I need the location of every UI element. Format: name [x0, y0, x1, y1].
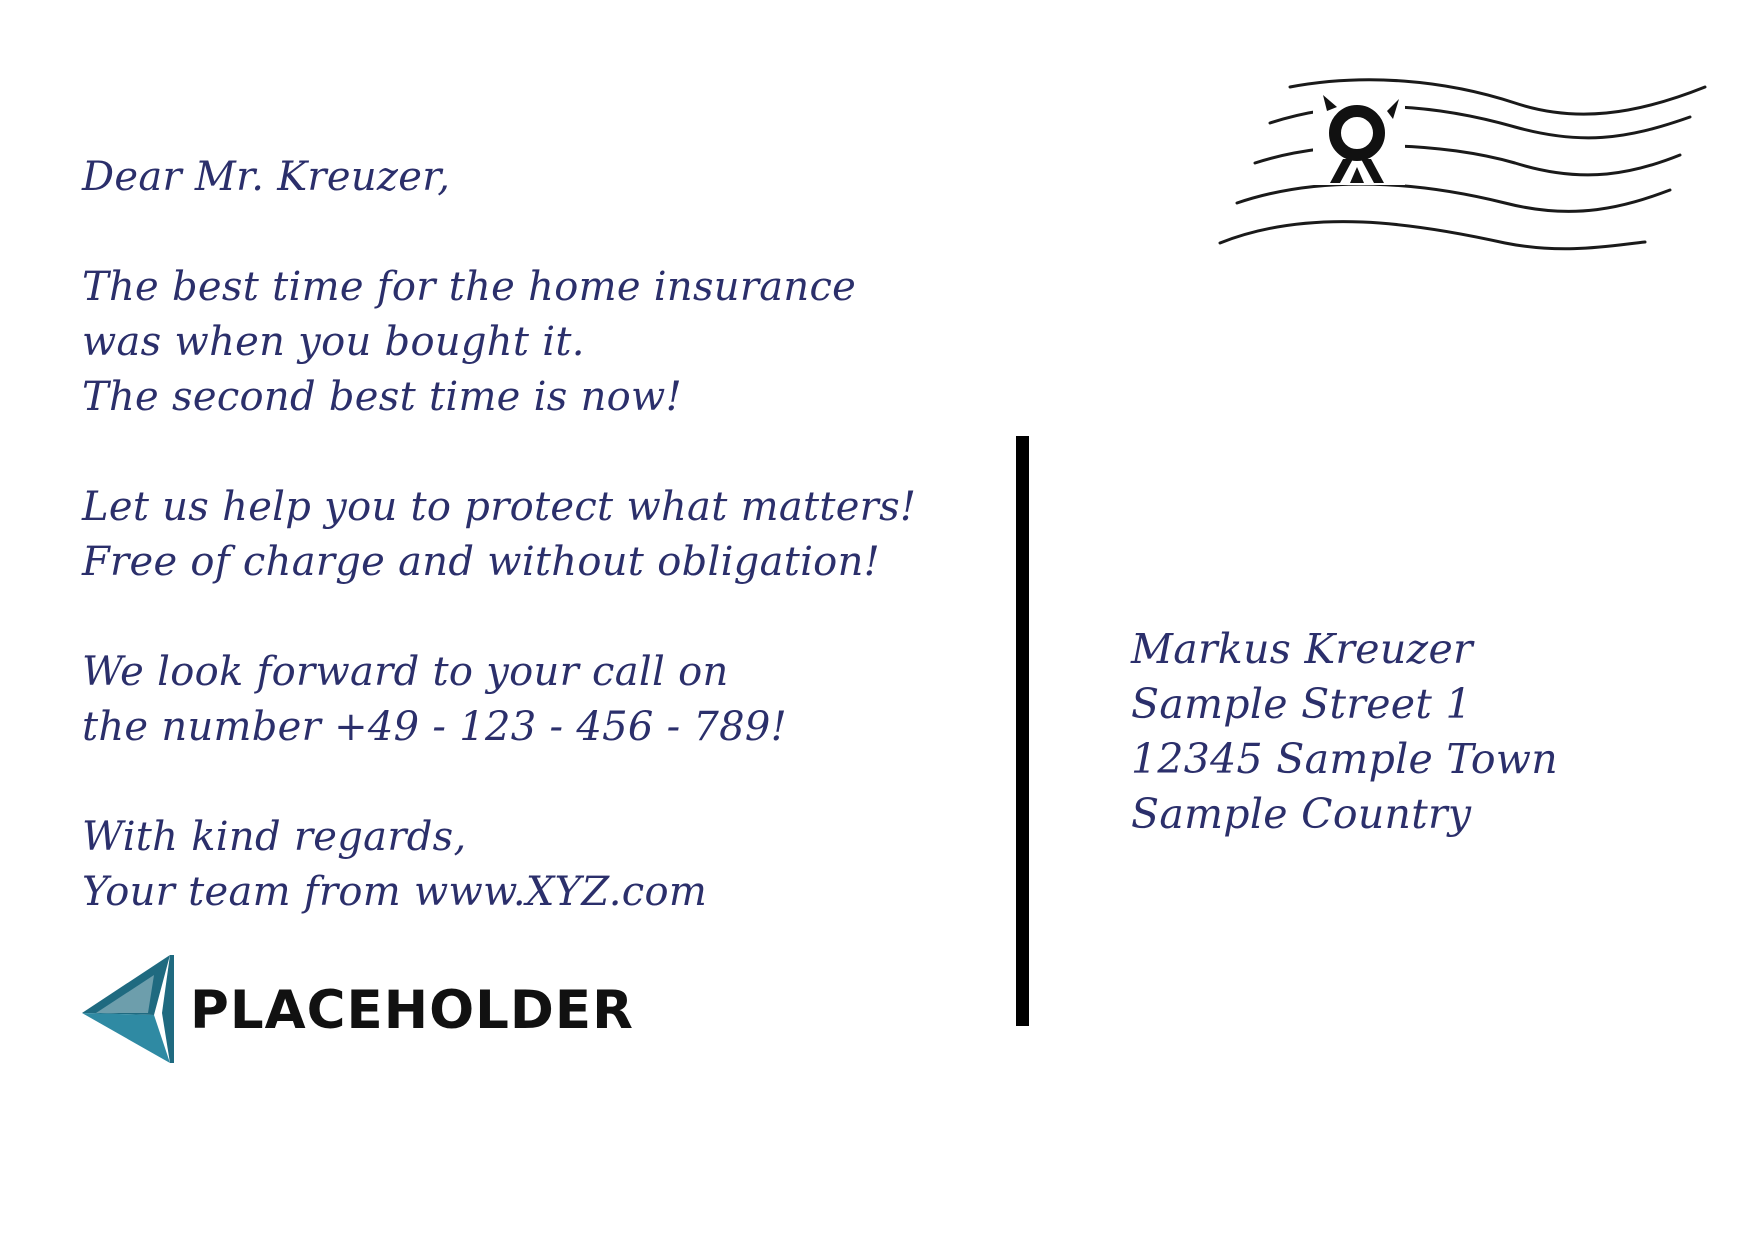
message-body — [82, 150, 982, 975]
recipient-address — [1131, 622, 1558, 842]
paragraph-offer — [82, 480, 982, 590]
paragraph-call-to-action — [82, 645, 982, 755]
closing-line: With kind regards, — [82, 814, 467, 860]
message-line: Free of charge and without obligation! — [82, 539, 881, 585]
signature — [82, 810, 982, 920]
postcard-divider — [1016, 436, 1029, 1026]
recipient-country: Sample Country — [1131, 790, 1472, 838]
logo-mark-icon — [82, 955, 174, 1065]
message-line: The second best time is now! — [82, 374, 682, 420]
message-line: We look forward to your call on — [82, 649, 729, 695]
message-line: The best time for the home insurance — [82, 264, 857, 310]
recipient-city: 12345 Sample Town — [1131, 735, 1558, 783]
message-line: was when you bought it. — [82, 319, 585, 365]
logo-text: PLACEHOLDER — [190, 979, 634, 1041]
recipient-name: Markus Kreuzer — [1131, 625, 1473, 673]
greeting: Dear Mr. Kreuzer, — [82, 154, 451, 200]
company-logo — [82, 955, 634, 1065]
sender-line: Your team from www.XYZ.com — [82, 869, 708, 915]
message-line: Let us help you to protect what matters! — [82, 484, 917, 530]
posthorn-icon — [1313, 95, 1405, 185]
postmark-icon — [1215, 75, 1710, 255]
phone-number-line: the number +49 - 123 - 456 - 789! — [82, 704, 788, 750]
recipient-street: Sample Street 1 — [1131, 680, 1472, 728]
paragraph-insurance-timing — [82, 260, 982, 425]
